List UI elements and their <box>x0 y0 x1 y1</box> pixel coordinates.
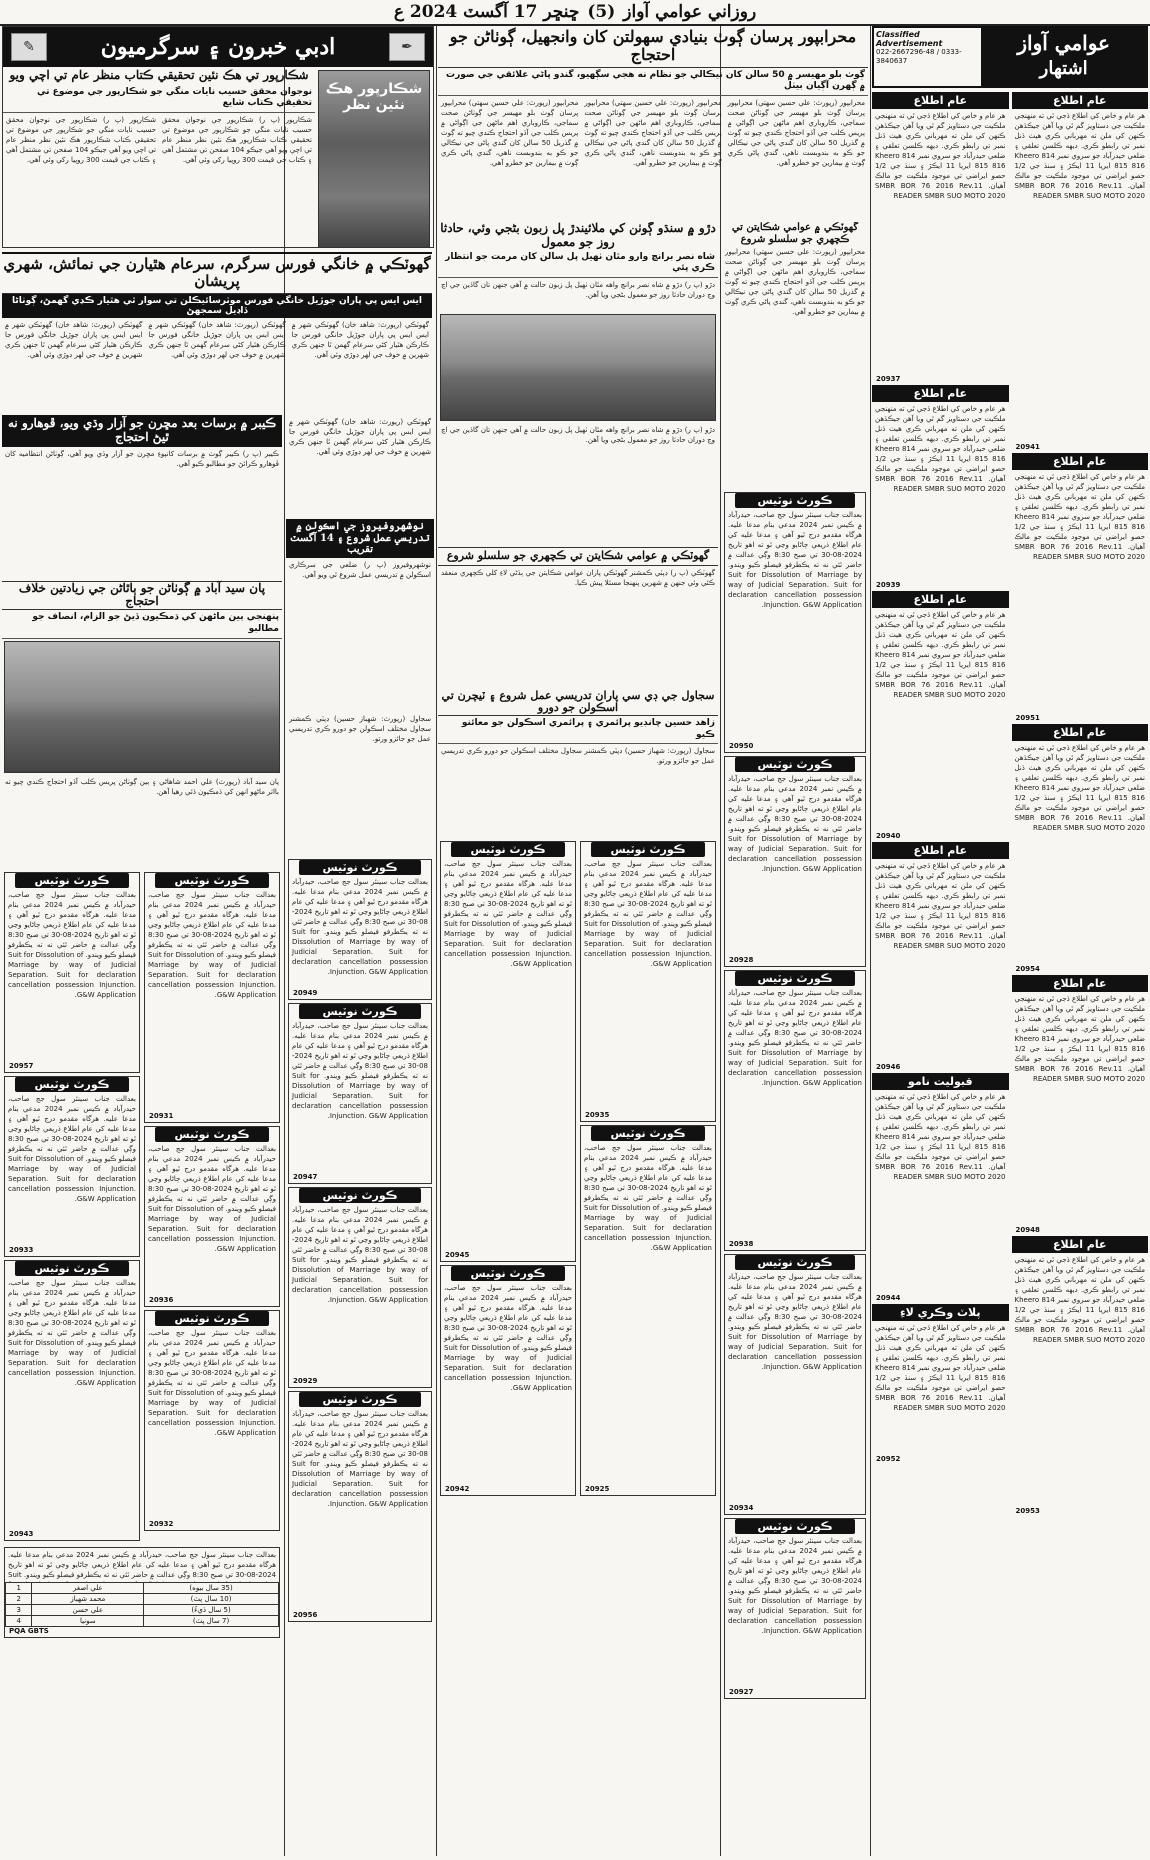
brand-top: عوامي آواز <box>1017 31 1110 55</box>
top-story-body: محرابپور (رپورٽ: علي حسين سهتي) محرابپور پرسان ڳوٺ بلو مهيسر جي ڳوٺاڻن صحت سماجي، ڪاروباري اهم ماڻهن جي اڳواڻي ۾ پريس ڪلب جي آڏو احتجاج ڪندي چيو ته ڳوٺ ۾ گذريل 50 سالن کان گندي پاڻي جي نيڪالي جو ڪو به بندوبست ناهي، گندي پاڻي ڪري ڳوٺ ۾ بيمارين جو خطرو آهي. <box>441 99 579 168</box>
notice-id: 20940 <box>876 832 901 840</box>
masthead-paper: روزاني عوامي آواز <box>623 2 757 22</box>
notice-id: 20939 <box>876 581 901 589</box>
court-notice-head: ڪورٽ نوٽيس <box>735 1255 855 1270</box>
court-notice-head: ڪورٽ نوٽيس <box>299 860 421 875</box>
court-notice-head: ڪورٽ نوٽيس <box>451 1266 565 1281</box>
notice-head: عام اطلاع <box>1012 453 1149 470</box>
court-notice-id: 20957 <box>9 1061 34 1070</box>
literary-section <box>2 26 434 248</box>
ghotki-body: گهوٽڪي (رپورٽ: شاهد خان) گهوٽڪي شهر ۾ ايس ايس پي پاران جوڙيل خانگي فورس جا ڪارڪن هٿيار کڻي سرعام گهمن ٿا جنهن ڪري شهرين ۾ خوف جي لهر ڊوڙي وئي آهي. <box>148 320 286 359</box>
literary-headline: شڪارپور تي هڪ نئين تحقيقي ڪتاب منظر عام تي اچي ويو <box>9 68 309 82</box>
court-notice <box>144 872 280 1123</box>
court-notice-body: بعدالت جناب سينئر سول جج صاحب، حيدرآباد ۾ ڪيس نمبر 2024 مدعي بنام مدعا عليه. هرگاه مقدمو درج ٿيو آهي ۽ مدعا عليه کي عام اطلاع ذريعي ڄاڻايو وڃي ٿو ته اهو تاريخ 2024-08-30 تي صبح 8:30 وڳي عدالت ۾ حاضر ٿئي نه ته يڪطرفو فيصلو ڪيو ويندو. Suit for Dissolution of Marriage by way of Judicial Separation. Suit for declaration cancellation possession Injunction. G&W Application. <box>728 511 862 609</box>
sajawal-sub: زاهد حسين چانڊيو پرائمري ۽ پرائمري اسڪولن جو معائنو ڪيو <box>438 716 718 744</box>
notice-id: 20952 <box>876 1455 901 1463</box>
notice-body: هر عام و خاص کي اطلاع ڏجي ٿي ته منهنجي ملڪيت جي دستاويز گم ٿي ويا آهن جيڪڏهن ڪنهن کي ملن ته مهرباني ڪري هيٺ ڏنل نمبر تي رابطو ڪري. ديهه ڪلسن تعلقي ۽ ضلعي حيدرآباد جو سروي نمبر Kheero 814 815 816 ايريا 11 ايڪڙ ۽ سنڌ جي 1/2 حصو ايراضي تي موجود ملڪيت جو مالڪ آهيان. SMBR BOR 76 2016 Rev.11 READER SMBR SUO MOTO 2020 <box>1014 1256 1146 1344</box>
court-notice-body: بعدالت جناب سينئر سول جج صاحب، حيدرآباد ۾ ڪيس نمبر 2024 مدعي بنام مدعا عليه. هرگاه مقدمو درج ٿيو آهي ۽ مدعا عليه کي عام اطلاع ذريعي ڄاڻايو وڃي ٿو ته اهو تاريخ 2024-08-30 تي صبح 8:30 وڳي عدالت ۾ حاضر ٿئي نه ته يڪطرفو فيصلو ڪيو ويندو. Suit for Dissolution of Marriage by way of Judicial Separation. Suit for declaration cancellation possession Injunction. G&W Application. <box>292 877 429 976</box>
table-row <box>6 1582 279 1593</box>
book-icon: ✎ <box>11 33 47 61</box>
court-notice-head: ڪورٽ نوٽيس <box>155 1127 269 1142</box>
court-notice-head: ڪورٽ نوٽيس <box>155 873 269 888</box>
notice-id: 20946 <box>876 1063 901 1071</box>
court-notice-body: بعدالت جناب سينئر سول جج صاحب، حيدرآباد ۾ ڪيس نمبر 2024 مدعي بنام مدعا عليه. هرگاه مقدمو درج ٿيو آهي ۽ مدعا عليه کي عام اطلاع ذريعي ڄاڻايو وڃي ٿو ته اهو تاريخ 2024-08-30 تي صبح 8:30 وڳي عدالت ۾ حاضر ٿئي نه ته يڪطرفو فيصلو ڪيو ويندو. Suit for Dissolution of Marriage by way of Judicial Separation. Suit for declaration cancellation possession Injunction. G&W Application. <box>8 1278 136 1387</box>
court-notice <box>440 1265 576 1496</box>
literary-sub: نوجوان محقق حسيب نايات منگي جو شڪارپور جي موضوع تي تحقيقي ڪتاب شايع <box>3 85 315 113</box>
notice-head: عام اطلاع <box>872 591 1009 608</box>
masthead-page: (5) <box>587 2 616 22</box>
court-notice-body: بعدالت جناب سينئر سول جج صاحب، حيدرآباد ۾ ڪيس نمبر 2024 مدعي بنام مدعا عليه. هرگاه مقدمو درج ٿيو آهي ۽ مدعا عليه کي عام اطلاع ذريعي ڄاڻايو وڃي ٿو ته اهو تاريخ 2024-08-30 تي صبح 8:30 وڳي عدالت ۾ حاضر ٿئي نه ته يڪطرفو فيصلو ڪيو ويندو. Suit for Dissolution of Marriage by way of Judicial Separation. Suit for declaration cancellation possession Injunction. G&W Application. <box>728 775 862 873</box>
ghotki-headline: گهوٽڪي ۾ خانگي فورس سرگرم، سرعام هٿيارن جي نمائش، شهري پريشان <box>2 252 432 294</box>
court-notice-body: بعدالت جناب سينئر سول جج صاحب، حيدرآباد ۾ ڪيس نمبر 2024 مدعي بنام مدعا عليه. هرگاه مقدمو درج ٿيو آهي ۽ مدعا عليه کي عام اطلاع ذريعي ڄاڻايو وڃي ٿو ته اهو تاريخ 2024-08-30 تي صبح 8:30 وڳي عدالت ۾ حاضر ٿئي نه ته يڪطرفو فيصلو ڪيو ويندو. Suit for Dissolution of Marriage by way of Judicial Separation. Suit for declaration cancellation possession Injunction. G&W Application. <box>148 1328 276 1437</box>
pan-sub: پنهنجي ٻين ماڻهن کي ڌمڪيون ڏيڻ جو الزام، انصاف جو مطالبو <box>2 610 282 638</box>
ghotki-body: گهوٽڪي (رپورٽ: شاهد خان) گهوٽڪي شهر ۾ ايس ايس پي پاران جوڙيل خانگي فورس جا ڪارڪن هٿيار کڻي سرعام گهمن ٿا جنهن ڪري شهرين ۾ خوف جي لهر ڊوڙي وئي آهي. <box>291 320 429 359</box>
court-notice-head: ڪورٽ نوٽيس <box>15 873 129 888</box>
notice-body: هر عام و خاص کي اطلاع ڏجي ٿي ته منهنجي ملڪيت جي دستاويز گم ٿي ويا آهن جيڪڏهن ڪنهن کي ملن ته مهرباني ڪري هيٺ ڏنل نمبر تي رابطو ڪري. ديهه ڪلسن تعلقي ۽ ضلعي حيدرآباد جو سروي نمبر Kheero 814 815 816 ايريا 11 ايڪڙ ۽ سنڌ جي 1/2 حصو ايراضي تي موجود ملڪيت جو مالڪ آهيان. SMBR BOR 76 2016 Rev.11 READER SMBR SUO MOTO 2020 <box>875 1324 1006 1412</box>
court-notice-body: بعدالت جناب سينئر سول جج صاحب، حيدرآباد ۾ ڪيس نمبر 2024 مدعي بنام مدعا عليه. هرگاه مقدمو درج ٿيو آهي ۽ مدعا عليه کي عام اطلاع ذريعي ڄاڻايو وڃي ٿو ته اهو تاريخ 2024-08-30 تي صبح 8:30 وڳي عدالت ۾ حاضر ٿئي نه ته يڪطرفو فيصلو ڪيو ويندو. Suit for Dissolution of Marriage by way of Judicial Separation. Suit for declaration cancellation possession Injunction. G&W Application. <box>728 1273 862 1371</box>
court-notice <box>724 1254 866 1515</box>
court-notice-head: ڪورٽ نوٽيس <box>299 1392 421 1407</box>
top-story-sub: ڳوٺ بلو مهيسر ۾ 50 سالن کان نيڪالي جو نظام نه هجي سڳهيو، گندو پاڻي علائقي جي صورت ۾ ڳهرن آڳيان بيٺل <box>438 68 868 96</box>
court-notice <box>724 492 866 753</box>
brand-title <box>981 28 1146 86</box>
court-notice-body: بعدالت جناب سينئر سول جج صاحب، حيدرآباد ۾ ڪيس نمبر 2024 مدعي بنام مدعا عليه. هرگاه مقدمو درج ٿيو آهي ۽ مدعا عليه کي عام اطلاع ذريعي ڄاڻايو وڃي ٿو ته اهو تاريخ 2024-08-30 تي صبح 8:30 وڳي عدالت ۾ حاضر ٿئي نه ته يڪطرفو فيصلو ڪيو ويندو. Suit for Dissolution of Marriage by way of Judicial Separation. Suit for declaration cancellation possession Injunction. G&W Application. <box>444 1284 572 1393</box>
court-notice <box>580 841 716 1122</box>
dadu-headline: دڙو ۾ سنڌو ڳوٺن کي ملائيندڙ پل زبون بڻجي وئي، حادثا روز جو معمول <box>440 222 716 249</box>
pan-body: پان سيد آباد (رپورٽ) علي احمد شاهاڻي ۽ ٻين ڳوٺاڻن پريس ڪلب آڏو احتجاج ڪندي چيو ته بااثر ماڻهو انهن کي ڌمڪيون ڏئي رهيا آهن. <box>5 777 279 796</box>
court-notice-body: بعدالت جناب سينئر سول جج صاحب، حيدرآباد ۾ ڪيس نمبر 2024 مدعي بنام مدعا عليه. هرگاه مقدمو درج ٿيو آهي ۽ مدعا عليه کي عام اطلاع ذريعي ڄاڻايو وڃي ٿو ته اهو تاريخ 2024-08-30 تي صبح 8:30 وڳي عدالت ۾ حاضر ٿئي نه ته يڪطرفو فيصلو ڪيو ويندو. Suit for Dissolution of Marriage by way of Judicial Separation. Suit for declaration cancellation possession Injunction. G&W Application. <box>8 890 136 999</box>
court-notice-id: 20931 <box>149 1111 174 1120</box>
court-notice-id: 20932 <box>149 1519 174 1528</box>
notice-head: قبوليت نامو <box>872 1073 1009 1090</box>
story-headline: گهوٽڪي ۾ عوامي شڪايتن تي ڪچهري جو سلسلو شروع <box>731 222 859 245</box>
court-notice-id: 20925 <box>585 1485 610 1494</box>
naushahro-body: نوشهروفيروز (پ ر) ضلعي جي سرڪاري اسڪولن ۾ تدريسي عمل شروع ٿي ويو آهي. <box>289 560 431 579</box>
book-cover-title: شڪارپور هڪ نئين نظر <box>325 81 423 113</box>
court-notice-id: 20928 <box>729 956 754 964</box>
top-story-headline: محرابپور پرسان ڳوٺ بنيادي سهولتن کان وانجهيل، ڳوٺاڻن جو احتجاج <box>438 26 868 68</box>
notice-id: 20951 <box>1015 714 1040 722</box>
center-column <box>438 222 718 1856</box>
court-notice-body: بعدالت جناب سينئر سول جج صاحب، حيدرآباد ۾ ڪيس نمبر 2024 مدعي بنام مدعا عليه. هرگاه مقدمو درج ٿيو آهي ۽ مدعا عليه کي عام اطلاع ذريعي ڄاڻايو وڃي ٿو ته اهو تاريخ 2024-08-30 تي صبح 8:30 وڳي عدالت ۾ حاضر ٿئي نه ته يڪطرفو فيصلو ڪيو ويندو. Suit for Dissolution of Marriage by way of Judicial Separation. Suit for declaration cancellation possession Injunction. G&W Application. <box>584 1144 712 1253</box>
court-notice-head: ڪورٽ نوٽيس <box>735 971 855 986</box>
court-notice-head: ڪورٽ نوٽيس <box>15 1077 129 1092</box>
ghotki-story <box>2 252 432 412</box>
court-notice <box>4 1260 140 1541</box>
court-notice <box>144 1310 280 1531</box>
dadu-sub: شاه نصر برانچ وارو مٿان ٺهيل پل سالن کان مرمت جو انتظار ڪري پئي <box>438 250 718 278</box>
court-notice <box>4 1076 140 1257</box>
court-notice-id: 20950 <box>729 742 754 750</box>
court-notice <box>440 841 576 1262</box>
court-notice-body: بعدالت جناب سينئر سول جج صاحب، حيدرآباد ۾ ڪيس نمبر 2024 مدعي بنام مدعا عليه. هرگاه مقدمو درج ٿيو آهي ۽ مدعا عليه کي عام اطلاع ذريعي ڄاڻايو وڃي ٿو ته اهو تاريخ 2024-08-30 تي صبح 8:30 وڳي عدالت ۾ حاضر ٿئي نه ته يڪطرفو فيصلو ڪيو ويندو. Suit for Dissolution of Marriage by way of Judicial Separation. Suit for declaration cancellation possession Injunction. G&W Application. <box>444 860 572 969</box>
sajawal-body-cont: سجاول (رپورٽ: شهباز حسين) ڊپٽي ڪمشنر سجاول مختلف اسڪولن جو دورو ڪري تدريسي عمل جو جائزو ورتو. <box>289 714 431 743</box>
notice-body: هر عام و خاص کي اطلاع ڏجي ٿي ته منهنجي ملڪيت جي دستاويز گم ٿي ويا آهن جيڪڏهن ڪنهن کي ملن ته مهرباني ڪري هيٺ ڏنل نمبر تي رابطو ڪري. ديهه ڪلسن تعلقي ۽ ضلعي حيدرآباد جو سروي نمبر Kheero 814 815 816 ايريا 11 ايڪڙ ۽ سنڌ جي 1/2 حصو ايراضي تي موجود ملڪيت جو مالڪ آهيان. SMBR BOR 76 2016 Rev.11 READER SMBR SUO MOTO 2020 <box>875 112 1006 200</box>
notice-head: عام اطلاع <box>872 842 1009 859</box>
masthead <box>0 0 1150 26</box>
court-notice-head: ڪورٽ نوٽيس <box>591 842 705 857</box>
top-story <box>438 26 868 221</box>
table-cell: علي اصغر <box>32 1582 144 1593</box>
court-notice-id: 20943 <box>9 1529 34 1538</box>
court-notice-head: ڪورٽ نوٽيس <box>735 493 855 508</box>
court-notice-body: بعدالت جناب سينئر سول جج صاحب، حيدرآباد ۾ ڪيس نمبر 2024 مدعي بنام مدعا عليه. هرگاه مقدمو درج ٿيو آهي ۽ مدعا عليه کي عام اطلاع ذريعي ڄاڻايو وڃي ٿو ته اهو تاريخ 2024-08-30 تي صبح 8:30 وڳي عدالت ۾ حاضر ٿئي نه ته يڪطرفو فيصلو ڪيو ويندو. Suit for Dissolution of Marriage by way of Judicial Separation. Suit for declaration cancellation possession Injunction. G&W Application. <box>584 860 712 969</box>
notice-body: هر عام و خاص کي اطلاع ڏجي ٿي ته منهنجي ملڪيت جي دستاويز گم ٿي ويا آهن جيڪڏهن ڪنهن کي ملن ته مهرباني ڪري هيٺ ڏنل نمبر تي رابطو ڪري. ديهه ڪلسن تعلقي ۽ ضلعي حيدرآباد جو سروي نمبر Kheero 814 815 816 ايريا 11 ايڪڙ ۽ سنڌ جي 1/2 حصو ايراضي تي موجود ملڪيت جو مالڪ آهيان. SMBR BOR 76 2016 Rev.11 READER SMBR SUO MOTO 2020 <box>875 862 1006 950</box>
classified-subcolumn-right <box>1012 92 1149 1517</box>
court-notice-id: 20927 <box>729 1688 754 1696</box>
table-cell: (35 سال بيوه) <box>144 1582 279 1593</box>
court-notice-head: ڪورٽ نوٽيس <box>155 1311 269 1326</box>
court-notice-body: بعدالت جناب سينئر سول جج صاحب، حيدرآباد ۾ ڪيس نمبر 2024 مدعي بنام مدعا عليه. هرگاه مقدمو درج ٿيو آهي ۽ مدعا عليه کي عام اطلاع ذريعي ڄاڻايو وڃي ٿو ته اهو تاريخ 2024-08-30 تي صبح 8:30 وڳي عدالت ۾ حاضر ٿئي نه ته يڪطرفو فيصلو ڪيو ويندو. Suit for Dissolution of Marriage by way of Judicial Separation. Suit for declaration cancellation possession Injunction. G&W Application. <box>148 1144 276 1253</box>
table-cell: 1 <box>6 1582 32 1593</box>
protest-photo <box>4 641 280 773</box>
court-notice-head: ڪورٽ نوٽيس <box>735 757 855 772</box>
table-cell: 2 <box>6 1593 32 1604</box>
court-notice-id: 20956 <box>293 1610 318 1619</box>
sajawal-headline: سجاول جي ڊي سي پاران تدريسي عمل شروع ۽ ٽيچرن تي اسڪولن جو دورو <box>438 690 718 716</box>
court-notice-head: ڪورٽ نوٽيس <box>299 1004 421 1019</box>
court-notice-body: بعدالت جناب سينئر سول جج صاحب، حيدرآباد ۾ ڪيس نمبر 2024 مدعي بنام مدعا عليه. هرگاه مقدمو درج ٿيو آهي ۽ مدعا عليه کي عام اطلاع ذريعي ڄاڻايو وڃي ٿو ته اهو تاريخ 2024-08-30 تي صبح 8:30 وڳي عدالت ۾ حاضر ٿئي نه ته يڪطرفو فيصلو ڪيو ويندو. Suit for Dissolution of Marriage by way of Judicial Separation. Suit for declaration cancellation possession Injunction. G&W Application. <box>292 1409 429 1508</box>
notice-body: هر عام و خاص کي اطلاع ڏجي ٿي ته منهنجي ملڪيت جي دستاويز گم ٿي ويا آهن جيڪڏهن ڪنهن کي ملن ته مهرباني ڪري هيٺ ڏنل نمبر تي رابطو ڪري. ديهه ڪلسن تعلقي ۽ ضلعي حيدرآباد جو سروي نمبر Kheero 814 815 816 ايريا 11 ايڪڙ ۽ سنڌ جي 1/2 حصو ايراضي تي موجود ملڪيت جو مالڪ آهيان. SMBR BOR 76 2016 Rev.11 READER SMBR SUO MOTO 2020 <box>1014 112 1146 200</box>
court-notice-id: 20929 <box>293 1376 318 1385</box>
top-story-body: محرابپور (رپورٽ: علي حسين سهتي) محرابپور پرسان ڳوٺ بلو مهيسر جي ڳوٺاڻن صحت سماجي، ڪاروباري اهم ماڻهن جي اڳواڻي ۾ پريس ڪلب جي آڏو احتجاج ڪندي چيو ته ڳوٺ ۾ گذريل 50 سالن کان گندي پاڻي جي نيڪالي جو ڪو به بندوبست ناهي، گندي پاڻي ڪري ڳوٺ ۾ بيمارين جو خطرو آهي. <box>727 99 865 168</box>
court-notice-id: 20934 <box>729 1504 754 1512</box>
naushahro-headline: نوشهروفيروز جي اسڪولن ۾ تدريسي عمل شروع ۽ 14 آگسٽ تقريب <box>286 519 434 558</box>
left-column <box>2 415 282 1856</box>
table-cell: 3 <box>6 1604 32 1615</box>
table-intro: بعدالت جناب سينئر سول جج صاحب، حيدرآباد ۾ ڪيس نمبر 2024 مدعي بنام مدعا عليه. هرگاه مقدمو درج ٿيو آهي ۽ مدعا عليه کي عام اطلاع ذريعي ڄاڻايو وڃي ٿو ته اهو تاريخ 2024-08-30 تي صبح 8:30 وڳي عدالت ۾ حاضر ٿئي نه ته يڪطرفو فيصلو ڪيو ويندو. Suit <box>8 1550 276 1579</box>
table-row <box>6 1615 279 1626</box>
court-notice-head: ڪورٽ نوٽيس <box>451 842 565 857</box>
court-notice-id: 20949 <box>293 988 318 997</box>
court-notice-head: ڪورٽ نوٽيس <box>735 1519 855 1534</box>
court-notice-body: بعدالت جناب سينئر سول جج صاحب، حيدرآباد ۾ ڪيس نمبر 2024 مدعي بنام مدعا عليه. هرگاه مقدمو درج ٿيو آهي ۽ مدعا عليه کي عام اطلاع ذريعي ڄاڻايو وڃي ٿو ته اهو تاريخ 2024-08-30 تي صبح 8:30 وڳي عدالت ۾ حاضر ٿئي نه ته يڪطرفو فيصلو ڪيو ويندو. Suit for Dissolution of Marriage by way of Judicial Separation. Suit for declaration cancellation possession Injunction. G&W Application. <box>8 1094 136 1203</box>
notice-id: 20941 <box>1015 443 1040 451</box>
sajawal-body: سجاول (رپورٽ: شهباز حسين) ڊپٽي ڪمشنر سجاول مختلف اسڪولن جو دورو ڪري تدريسي عمل جو جائزو ورتو. <box>441 747 715 766</box>
ghotki-body-cont: گهوٽڪي (رپورٽ: شاهد خان) گهوٽڪي شهر ۾ ايس ايس پي پاران جوڙيل خانگي فورس جا ڪارڪن هٿيار کڻي سرعام گهمن ٿا جنهن ڪري شهرين ۾ خوف جي لهر ڊوڙي وئي آهي. <box>289 418 431 456</box>
court-notice-head: ڪورٽ نوٽيس <box>299 1188 421 1203</box>
court-notice <box>724 756 866 967</box>
notice-id: 20937 <box>876 375 901 383</box>
table-cell: علي حسن <box>32 1604 144 1615</box>
notice-body: هر عام و خاص کي اطلاع ڏجي ٿي ته منهنجي ملڪيت جي دستاويز گم ٿي ويا آهن جيڪڏهن ڪنهن کي ملن ته مهرباني ڪري هيٺ ڏنل نمبر تي رابطو ڪري. ديهه ڪلسن تعلقي ۽ ضلعي حيدرآباد جو سروي نمبر Kheero 814 815 816 ايريا 11 ايڪڙ ۽ سنڌ جي 1/2 حصو ايراضي تي موجود ملڪيت جو مالڪ آهيان. SMBR BOR 76 2016 Rev.11 READER SMBR SUO MOTO 2020 <box>1014 995 1146 1083</box>
family-table-box <box>4 1547 280 1638</box>
notice-body: هر عام و خاص کي اطلاع ڏجي ٿي ته منهنجي ملڪيت جي دستاويز گم ٿي ويا آهن جيڪڏهن ڪنهن کي ملن ته مهرباني ڪري هيٺ ڏنل نمبر تي رابطو ڪري. ديهه ڪلسن تعلقي ۽ ضلعي حيدرآباد جو سروي نمبر Kheero 814 815 816 ايريا 11 ايڪڙ ۽ سنڌ جي 1/2 حصو ايراضي تي موجود ملڪيت جو مالڪ آهيان. SMBR BOR 76 2016 Rev.11 READER SMBR SUO MOTO 2020 <box>1014 473 1146 561</box>
family-table <box>5 1582 279 1627</box>
middle-left-column <box>286 415 434 1856</box>
story-body: محرابپور (رپورٽ: علي حسين سهتي) محرابپور پرسان ڳوٺ بلو مهيسر جي ڳوٺاڻن صحت سماجي، ڪاروباري اهم ماڻهن جي اڳواڻي ۾ پريس ڪلب جي آڏو احتجاج ڪندي چيو ته ڳوٺ ۾ گذريل 50 سالن کان گندي پاڻي جي نيڪالي جو ڪو به بندوبست ناهي، گندي پاڻي ڪري ڳوٺ ۾ بيمارين جو خطرو آهي. <box>725 248 865 316</box>
court-notice-id: 20936 <box>149 1295 174 1304</box>
dadu-body: دڙو (پ ر) دڙو ۾ شاه نصر برانچ واهه مٿان ٺهيل پل زبون حالت ۾ آهي جنهن تان گاڏين جي اچ وڃ دوران حادثا روز جو معمول بڻجي ويا آهن. <box>441 425 715 444</box>
court-notice <box>288 1391 432 1622</box>
column-rule <box>720 26 721 1856</box>
court-notice <box>144 1126 280 1307</box>
table-cell: محمد شهباز <box>32 1593 144 1604</box>
court-notice-id: 20942 <box>445 1485 470 1494</box>
column-rule <box>870 26 871 1856</box>
court-notice <box>288 1003 432 1184</box>
court-notice-head: ڪورٽ نوٽيس <box>591 1126 705 1141</box>
notice-body: هر عام و خاص کي اطلاع ڏجي ٿي ته منهنجي ملڪيت جي دستاويز گم ٿي ويا آهن جيڪڏهن ڪنهن کي ملن ته مهرباني ڪري هيٺ ڏنل نمبر تي رابطو ڪري. ديهه ڪلسن تعلقي ۽ ضلعي حيدرآباد جو سروي نمبر Kheero 814 815 816 ايريا 11 ايڪڙ ۽ سنڌ جي 1/2 حصو ايراضي تي موجود ملڪيت جو مالڪ آهيان. SMBR BOR 76 2016 Rev.11 READER SMBR SUO MOTO 2020 <box>875 1093 1006 1181</box>
table-cell: سونيا <box>32 1615 144 1626</box>
notice-head: عام اطلاع <box>1012 975 1149 992</box>
column-rule <box>436 26 437 1856</box>
classified-column <box>872 26 1148 1856</box>
kebar-headline: ڪيبر ۾ برسات بعد مڇرن جو آزار وڌي ويو، ڦوهارو نه ٿيڻ احتجاج <box>2 415 282 447</box>
court-notice <box>4 872 140 1073</box>
book-cover-image <box>318 70 430 248</box>
quill-icon: ✒ <box>389 33 425 61</box>
brand-bottom: اشتهار <box>1039 58 1088 79</box>
notice-body: هر عام و خاص کي اطلاع ڏجي ٿي ته منهنجي ملڪيت جي دستاويز گم ٿي ويا آهن جيڪڏهن ڪنهن کي ملن ته مهرباني ڪري هيٺ ڏنل نمبر تي رابطو ڪري. ديهه ڪلسن تعلقي ۽ ضلعي حيدرآباد جو سروي نمبر Kheero 814 815 816 ايريا 11 ايڪڙ ۽ سنڌ جي 1/2 حصو ايراضي تي موجود ملڪيت جو مالڪ آهيان. SMBR BOR 76 2016 Rev.11 READER SMBR SUO MOTO 2020 <box>875 611 1006 699</box>
court-notice <box>288 859 432 1000</box>
court-notice-body: بعدالت جناب سينئر سول جج صاحب، حيدرآباد ۾ ڪيس نمبر 2024 مدعي بنام مدعا عليه. هرگاه مقدمو درج ٿيو آهي ۽ مدعا عليه کي عام اطلاع ذريعي ڄاڻايو وڃي ٿو ته اهو تاريخ 2024-08-30 تي صبح 8:30 وڳي عدالت ۾ حاضر ٿئي نه ته يڪطرفو فيصلو ڪيو ويندو. Suit for Dissolution of Marriage by way of Judicial Separation. Suit for declaration cancellation possession Injunction. G&W Application. <box>292 1205 429 1304</box>
court-notice-id: 20938 <box>729 1240 754 1248</box>
court-notice <box>288 1187 432 1388</box>
contact-numbers: 022-2667296-48 / 0333-3840637 <box>876 48 962 65</box>
table-cell: (5 سال ڌيءُ) <box>144 1604 279 1615</box>
table-row <box>6 1604 279 1615</box>
kebar-body: ڪيبر (پ ر) ڪيبر ڳوٺ ۾ برسات کانپوءِ مڇرن جو آزار وڌي ويو آهي، ڳوٺاڻن انتظاميه کان ڦوهارو ڪرائڻ جو مطالبو ڪيو آهي. <box>5 449 279 468</box>
ghotki-body: گهوٽڪي (رپورٽ: شاهد خان) گهوٽڪي شهر ۾ ايس ايس پي پاران جوڙيل خانگي فورس جا ڪارڪن هٿيار کڻي سرعام گهمن ٿا جنهن ڪري شهرين ۾ خوف جي لهر ڊوڙي وئي آهي. <box>5 320 143 359</box>
center-sub-right <box>578 838 718 1499</box>
table-row <box>6 1593 279 1604</box>
classified-label: Classified Advertisement <box>876 30 943 48</box>
notice-head: عام اطلاع <box>1012 92 1149 109</box>
literary-body: شڪارپور (پ ر) شڪارپور جي نوجوان محقق حسيب نايات منگي جو شڪارپور جي موضوع تي تحقيقي ڪتاب شڪارپور هڪ نئين نظر منظر عام تي اچي ويو آهي جيڪو 104 صفحن تي مشتمل آهي ۽ ڪتاب جي قيمت 300 روپيا رکي وئي آهي. <box>6 116 156 165</box>
dadu-body: دڙو (پ ر) دڙو ۾ شاه نصر برانچ واهه مٿان ٺهيل پل زبون حالت ۾ آهي جنهن تان گاڏين جي اچ وڃ دوران حادثا روز جو معمول بڻجي ويا آهن. <box>441 280 715 299</box>
notice-head: عام اطلاع <box>872 385 1009 402</box>
court-notice-id: 20947 <box>293 1172 318 1181</box>
court-notice-id: 20933 <box>9 1245 34 1254</box>
bridge-photo <box>440 314 716 421</box>
court-notice-body: بعدالت جناب سينئر سول جج صاحب، حيدرآباد ۾ ڪيس نمبر 2024 مدعي بنام مدعا عليه. هرگاه مقدمو درج ٿيو آهي ۽ مدعا عليه کي عام اطلاع ذريعي ڄاڻايو وڃي ٿو ته اهو تاريخ 2024-08-30 تي صبح 8:30 وڳي عدالت ۾ حاضر ٿئي نه ته يڪطرفو فيصلو ڪيو ويندو. Suit for Dissolution of Marriage by way of Judicial Separation. Suit for declaration cancellation possession Injunction. G&W Application. <box>728 989 862 1087</box>
notice-head: پلاٽ وڪري لاءِ <box>872 1304 1009 1321</box>
literary-body: شڪارپور (پ ر) شڪارپور جي نوجوان محقق حسيب نايات منگي جو شڪارپور جي موضوع تي تحقيقي ڪتاب شڪارپور هڪ نئين نظر منظر عام تي اچي ويو آهي جيڪو 104 صفحن تي مشتمل آهي ۽ ڪتاب جي قيمت 300 روپيا رکي وئي آهي. <box>162 116 312 165</box>
center-sub-left <box>438 838 578 1499</box>
table-footer: PQA GBTS <box>9 1626 49 1635</box>
notice-id: 20954 <box>1015 965 1040 973</box>
court-notice <box>580 1125 716 1496</box>
complaints-headline: گهوٽڪي ۾ عوامي شڪايتن تي ڪچهري جو سلسلو شروع <box>438 547 718 566</box>
table-cell: 4 <box>6 1615 32 1626</box>
notice-id: 20948 <box>1015 1226 1040 1234</box>
court-notice <box>724 1518 866 1699</box>
notice-body: هر عام و خاص کي اطلاع ڏجي ٿي ته منهنجي ملڪيت جي دستاويز گم ٿي ويا آهن جيڪڏهن ڪنهن کي ملن ته مهرباني ڪري هيٺ ڏنل نمبر تي رابطو ڪري. ديهه ڪلسن تعلقي ۽ ضلعي حيدرآباد جو سروي نمبر Kheero 814 815 816 ايريا 11 ايڪڙ ۽ سنڌ جي 1/2 حصو ايراضي تي موجود ملڪيت جو مالڪ آهيان. SMBR BOR 76 2016 Rev.11 READER SMBR SUO MOTO 2020 <box>1014 744 1146 832</box>
court-notice-id: 20945 <box>445 1251 470 1260</box>
top-story-body: محرابپور (رپورٽ: علي حسين سهتي) محرابپور پرسان ڳوٺ بلو مهيسر جي ڳوٺاڻن صحت سماجي، ڪاروباري اهم ماڻهن جي اڳواڻي ۾ پريس ڪلب جي آڏو احتجاج ڪندي چيو ته ڳوٺ ۾ گذريل 50 سالن کان گندي پاڻي جي نيڪالي جو ڪو به بندوبست ناهي، گندي پاڻي ڪري ڳوٺ ۾ بيمارين جو خطرو آهي. <box>584 99 722 168</box>
classified-brand <box>872 26 1148 88</box>
table-cell: (7 سال پٽ) <box>144 1615 279 1626</box>
ghotki-sub: ايس ايس پي پاران جوڙيل خانگي فورس موٽرسائيڪلن تي سوار ٿي هٿيار ڪڍي گهمڻ، ڳوٺاڻا ڏاڍيل سمجهڻ <box>2 294 432 318</box>
court-notice-body: بعدالت جناب سينئر سول جج صاحب، حيدرآباد ۾ ڪيس نمبر 2024 مدعي بنام مدعا عليه. هرگاه مقدمو درج ٿيو آهي ۽ مدعا عليه کي عام اطلاع ذريعي ڄاڻايو وڃي ٿو ته اهو تاريخ 2024-08-30 تي صبح 8:30 وڳي عدالت ۾ حاضر ٿئي نه ته يڪطرفو فيصلو ڪيو ويندو. Suit for Dissolution of Marriage by way of Judicial Separation. Suit for declaration cancellation possession Injunction. G&W Application. <box>728 1537 862 1635</box>
court-notice-body: بعدالت جناب سينئر سول جج صاحب، حيدرآباد ۾ ڪيس نمبر 2024 مدعي بنام مدعا عليه. هرگاه مقدمو درج ٿيو آهي ۽ مدعا عليه کي عام اطلاع ذريعي ڄاڻايو وڃي ٿو ته اهو تاريخ 2024-08-30 تي صبح 8:30 وڳي عدالت ۾ حاضر ٿئي نه ته يڪطرفو فيصلو ڪيو ويندو. Suit for Dissolution of Marriage by way of Judicial Separation. Suit for declaration cancellation possession Injunction. G&W Application. <box>148 890 276 999</box>
court-notice <box>724 970 866 1251</box>
literary-banner <box>3 27 433 67</box>
pan-headline: پان سيد آباد ۾ ڳوٺاڻن جو ٻاٿاڻن جي زيادتين خلاف احتجاج <box>2 581 282 611</box>
court-notice-body: بعدالت جناب سينئر سول جج صاحب، حيدرآباد ۾ ڪيس نمبر 2024 مدعي بنام مدعا عليه. هرگاه مقدمو درج ٿيو آهي ۽ مدعا عليه کي عام اطلاع ذريعي ڄاڻايو وڃي ٿو ته اهو تاريخ 2024-08-30 تي صبح 8:30 وڳي عدالت ۾ حاضر ٿئي نه ته يڪطرفو فيصلو ڪيو ويندو. Suit for Dissolution of Marriage by way of Judicial Separation. Suit for declaration cancellation possession Injunction. G&W Application. <box>292 1021 429 1120</box>
center-right-column <box>722 222 868 1856</box>
notice-head: عام اطلاع <box>1012 724 1149 741</box>
brand-contact <box>874 28 981 86</box>
notice-body: هر عام و خاص کي اطلاع ڏجي ٿي ته منهنجي ملڪيت جي دستاويز گم ٿي ويا آهن جيڪڏهن ڪنهن کي ملن ته مهرباني ڪري هيٺ ڏنل نمبر تي رابطو ڪري. ديهه ڪلسن تعلقي ۽ ضلعي حيدرآباد جو سروي نمبر Kheero 814 815 816 ايريا 11 ايڪڙ ۽ سنڌ جي 1/2 حصو ايراضي تي موجود ملڪيت جو مالڪ آهيان. SMBR BOR 76 2016 Rev.11 READER SMBR SUO MOTO 2020 <box>875 405 1006 493</box>
masthead-date: ڇنڇر 17 آگسٽ 2024 ع <box>393 2 580 22</box>
notice-head: عام اطلاع <box>872 92 1009 109</box>
court-notice-id: 20935 <box>585 1111 610 1120</box>
notice-id: 20944 <box>876 1294 901 1302</box>
complaints-body: گهوٽڪي (پ ر) ڊپٽي ڪمشنر گهوٽڪي پاران عوامي شڪايتن جي ٻڌڻي لاءِ کلي ڪچهري منعقد ڪئي وئي جنهن ۾ شهرين پنهنجا مسئلا پيش ڪيا. <box>441 568 715 587</box>
table-cell: (10 سال پٽ) <box>144 1593 279 1604</box>
literary-title: ادبي خبرون ۽ سرگرميون <box>100 34 336 60</box>
classified-subcolumn-left <box>872 92 1009 1517</box>
notice-head: عام اطلاع <box>1012 1236 1149 1253</box>
court-notice-head: ڪورٽ نوٽيس <box>15 1261 129 1276</box>
notice-id: 20953 <box>1015 1507 1040 1515</box>
